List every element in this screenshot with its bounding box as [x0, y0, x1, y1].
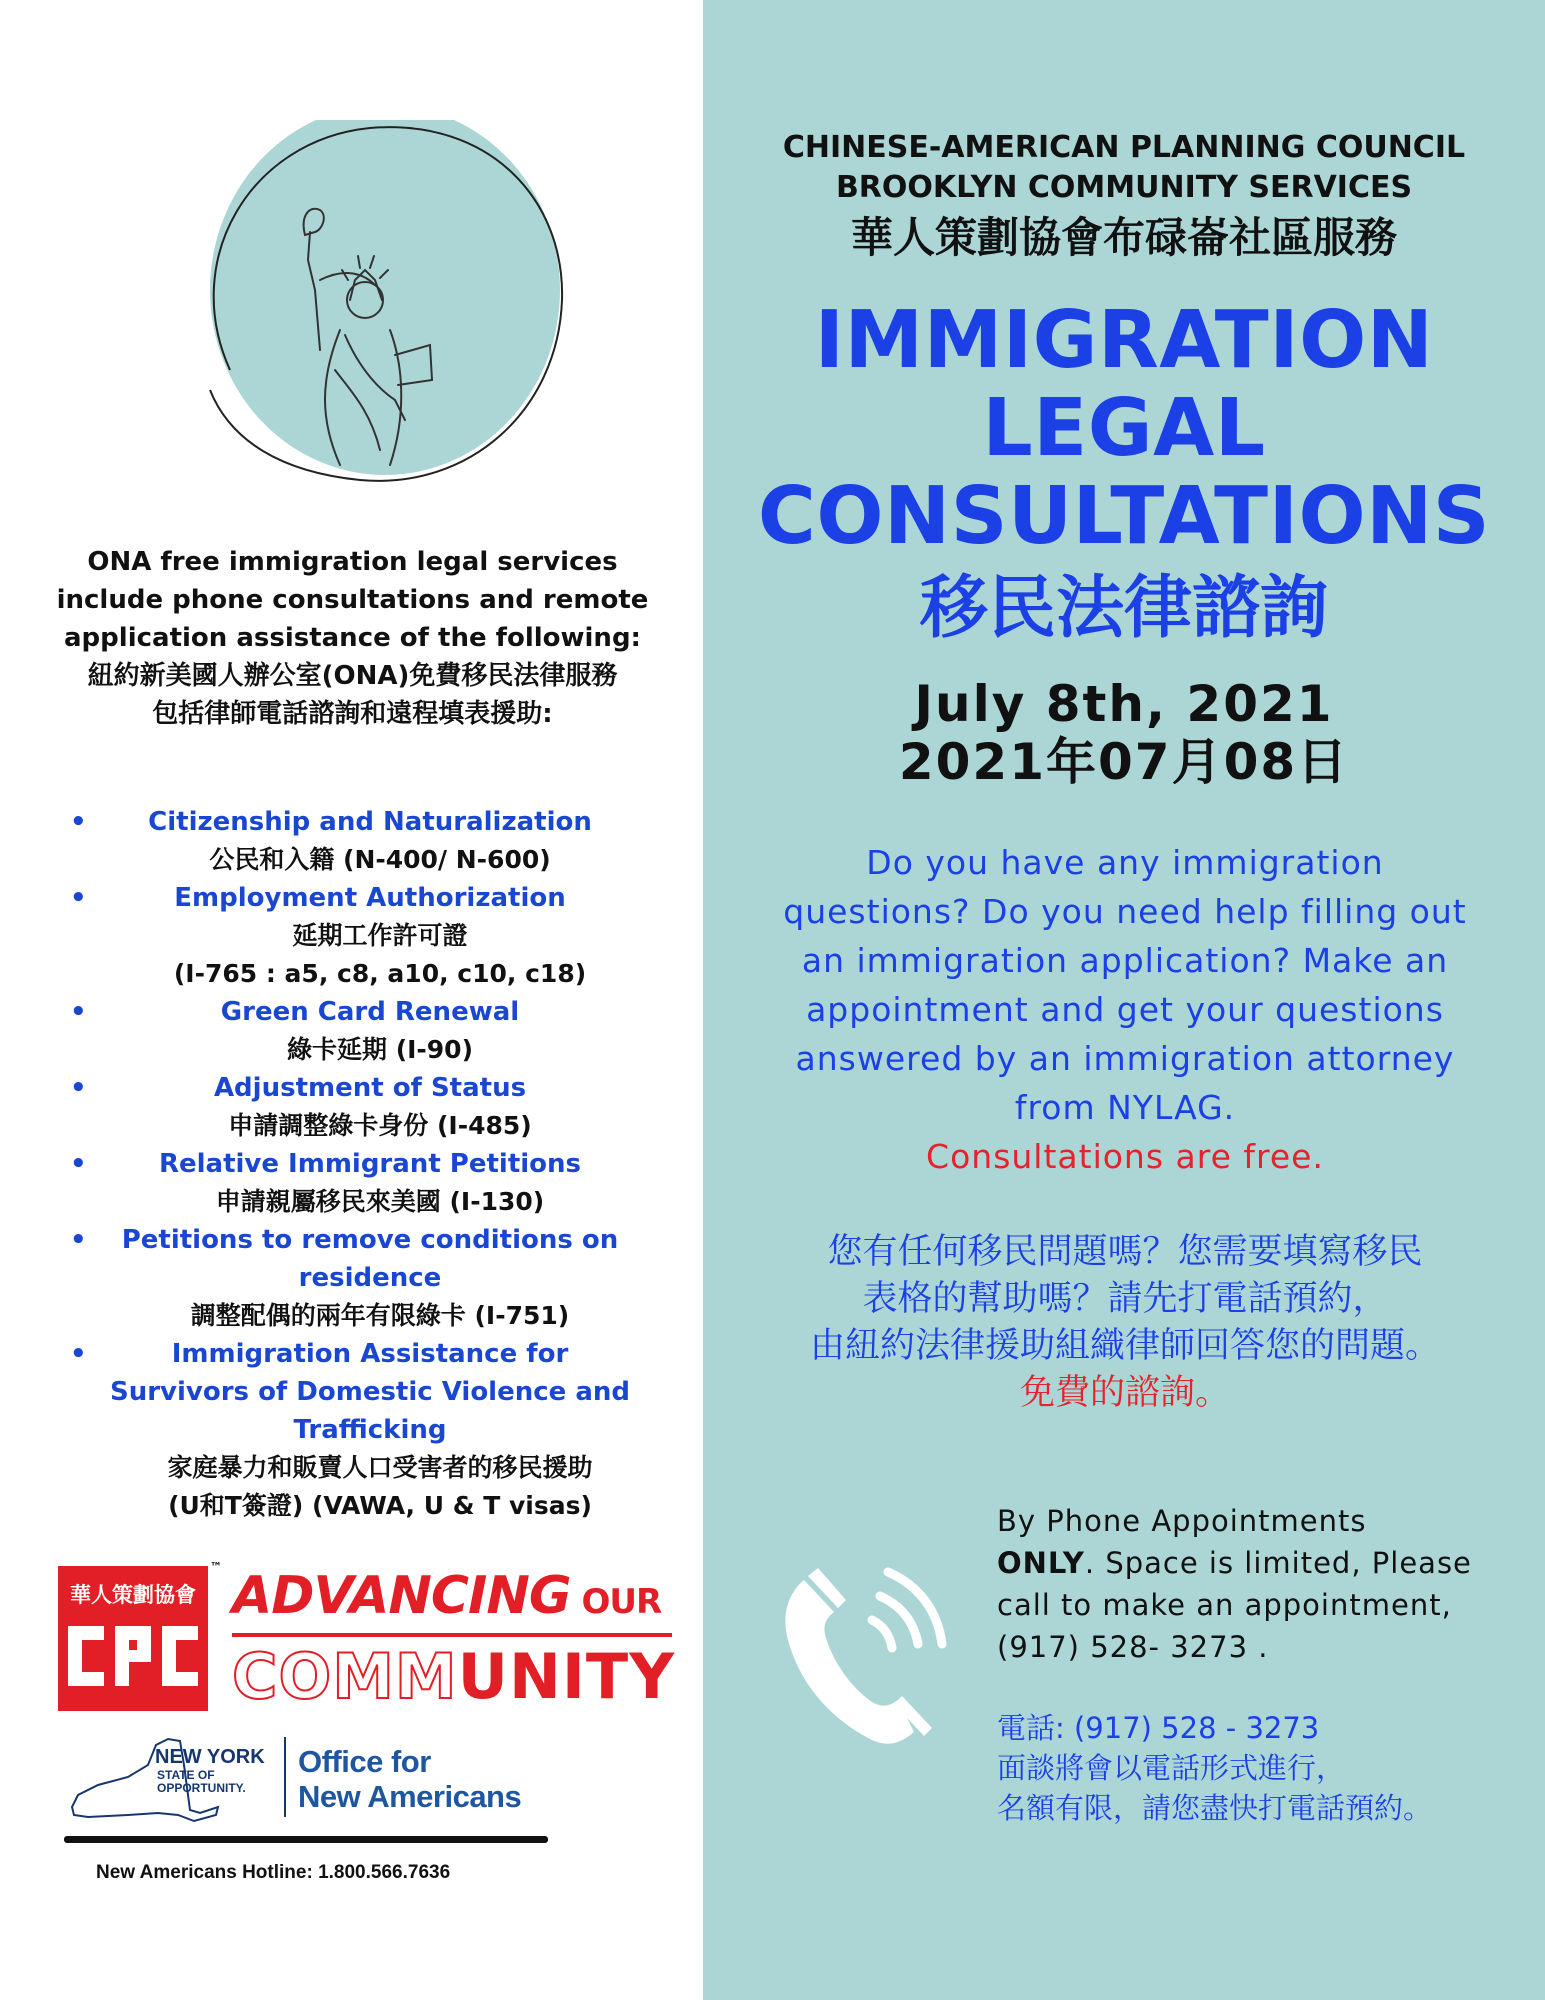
- appointment-info-chinese: [997, 1708, 1507, 1828]
- service-english: Green Card Renewal: [220, 997, 520, 1027]
- event-date-english: July 8th, 2021: [914, 675, 1334, 733]
- questions-chinese-line-3: 由紐約法律援助組織律師回答您的問題。: [809, 1326, 1440, 1366]
- appointment-chinese-line-2: 名額有限，請您盡快打電話預約。: [997, 1791, 1433, 1825]
- list-item-citizenship: [60, 803, 660, 879]
- page-title-chinese: 移民法律諮詢: [919, 569, 1328, 648]
- page-title: [703, 296, 1545, 560]
- free-consultation-chinese: 免費的諮詢。: [1019, 1373, 1230, 1413]
- state-of-opportunity: [157, 1769, 272, 1795]
- org-name-line-2: BROOKLYN COMMUNITY SERVICES: [835, 170, 1413, 205]
- questions-chinese-line-2: 表格的幫助嗎？請先打電話預約，: [862, 1279, 1388, 1319]
- list-item-relative-petitions: [60, 1145, 660, 1221]
- appointment-chinese-line-1: 面談將會以電話形式進行，: [997, 1751, 1346, 1785]
- ona-intro-english: ONA free immigration legal services include phone consultations and remote application assistance of the following:: [56, 547, 649, 653]
- community-heading: [232, 1640, 675, 1713]
- questions-english: [770, 838, 1480, 1181]
- logo-divider: [284, 1737, 286, 1817]
- list-item-green-card: [60, 993, 660, 1069]
- phone-number-chinese: 電話: (917) 528 - 3273: [997, 1711, 1320, 1745]
- unity-text: UNITY: [457, 1640, 676, 1713]
- cpc-logo: [58, 1566, 208, 1711]
- hotline-divider: [64, 1836, 548, 1843]
- appointment-lead: By Phone Appointments: [997, 1504, 1367, 1538]
- service-chinese: 申請調整綠卡身份 (I-485): [228, 1111, 532, 1140]
- service-chinese: 公民和入籍 (N-400/ N-600): [209, 845, 551, 874]
- cpc-logo-chinese: 華人策劃協會: [70, 1583, 196, 1607]
- questions-chinese: [760, 1229, 1490, 1417]
- bullet: •: [70, 997, 87, 1027]
- office-for-new-americans-logo: [298, 1744, 521, 1814]
- tagline-divider: [232, 1633, 672, 1637]
- trademark-symbol: ™: [210, 1560, 222, 1574]
- phone-icon: [772, 1560, 962, 1750]
- list-item-adjustment: [60, 1069, 660, 1145]
- appointment-info: [997, 1500, 1507, 1668]
- service-english: Immigration Assistance for Survivors of Domestic Violence and Trafficking: [109, 1339, 630, 1445]
- appointment-only: ONLY: [997, 1546, 1085, 1580]
- event-date: [703, 675, 1545, 791]
- title-line-3: CONSULTATIONS: [757, 470, 1491, 562]
- hotline-text: New Americans Hotline: 1.800.566.7636: [96, 1862, 451, 1883]
- service-english: Relative Immigrant Petitions: [158, 1149, 582, 1179]
- list-item-survivors-assistance: [60, 1335, 660, 1525]
- title-line-1: IMMIGRATION: [814, 294, 1434, 386]
- list-item-remove-conditions: [60, 1221, 660, 1335]
- left-panel: [0, 0, 703, 2000]
- service-english: Citizenship and Naturalization: [148, 807, 592, 837]
- service-visa-types: (U和T簽證) (VAWA, U & T visas): [168, 1491, 592, 1520]
- advancing-text: ADVANCING: [232, 1566, 571, 1626]
- service-english: Employment Authorization: [174, 883, 566, 913]
- service-chinese: 調整配偶的兩年有限綠卡 (I-751): [190, 1301, 570, 1330]
- service-chinese: 綠卡延期 (I-90): [286, 1035, 474, 1064]
- state-of-text: STATE OF: [157, 1768, 215, 1782]
- our-text: OUR: [570, 1582, 662, 1622]
- organization-name: [703, 128, 1545, 264]
- list-item-employment: [60, 879, 660, 993]
- bullet: •: [70, 1149, 87, 1179]
- questions-english-text: Do you have any immigration questions? Do you need help filling out an immigration application? Make an appointment and get your questions answered by an immigration attorney from NYLAG.: [783, 843, 1467, 1127]
- ona-intro-chinese-line-2: 包括律師電話諮詢和遠程填表援助:: [152, 699, 553, 729]
- bullet: •: [70, 1225, 87, 1255]
- services-list: [60, 803, 660, 1525]
- teal-blob: [210, 120, 560, 475]
- service-chinese: 申請親屬移民來美國 (I-130): [215, 1187, 545, 1216]
- org-name-line-1: CHINESE-AMERICAN PLANNING COUNCIL: [782, 130, 1466, 165]
- ona-intro-chinese-line-1: 紐約新美國人辦公室(ONA)免費移民法律服務: [87, 661, 618, 691]
- advancing-our-heading: [232, 1566, 661, 1626]
- service-chinese: 延期工作許可證: [292, 921, 468, 950]
- free-consultation-english: Consultations are free.: [926, 1137, 1324, 1176]
- new-york-wordmark: NEW YORK: [155, 1746, 265, 1768]
- opportunity-text: OPPORTUNITY.: [157, 1781, 246, 1795]
- service-english: Adjustment of Status: [213, 1073, 527, 1103]
- questions-chinese-line-1: 您有任何移民問題嗎？您需要填寫移民: [827, 1232, 1423, 1272]
- org-name-chinese: 華人策劃協會布碌崙社區服務: [850, 213, 1397, 262]
- title-line-2: LEGAL: [982, 382, 1266, 474]
- service-chinese: 家庭暴力和販賣人口受害者的移民援助: [167, 1453, 593, 1482]
- service-english: Petitions to remove conditions on residence: [121, 1225, 619, 1293]
- ona-intro: [50, 543, 655, 733]
- bullet: •: [70, 1073, 87, 1103]
- bullet: •: [70, 1339, 87, 1369]
- bullet: •: [70, 807, 87, 837]
- service-form-codes: (I-765 : a5, c8, a10, c10, c18): [173, 959, 587, 988]
- appointment-details: . Space is limited, Please call to make an appointment, (917) 528- 3273 .: [997, 1546, 1472, 1664]
- event-date-chinese: 2021年07月08日: [898, 733, 1350, 791]
- bullet: •: [70, 883, 87, 913]
- office-for-text: Office for: [298, 1744, 431, 1779]
- comm-text: COMM: [232, 1640, 458, 1713]
- statue-of-liberty-illustration: [170, 120, 570, 510]
- new-americans-text: New Americans: [298, 1779, 522, 1814]
